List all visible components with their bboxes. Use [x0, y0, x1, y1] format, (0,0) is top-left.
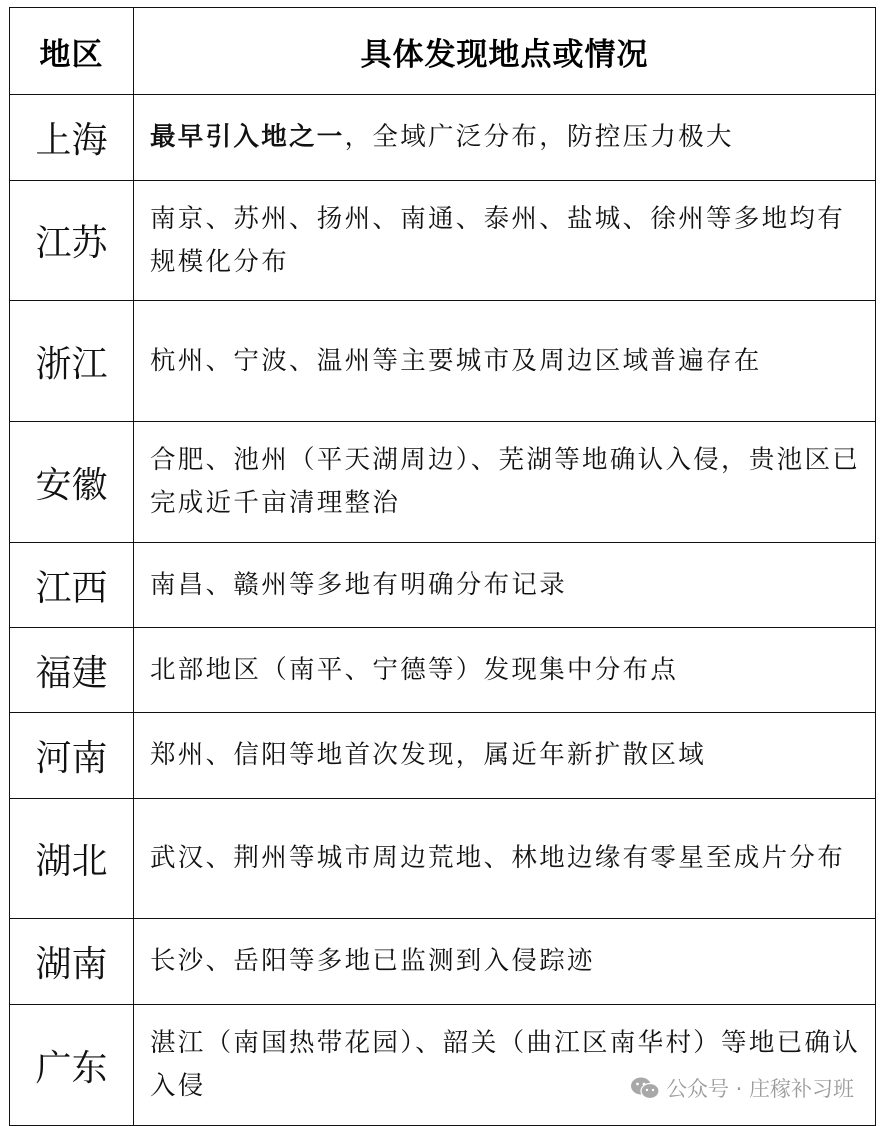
region-cell: 上海 [10, 95, 134, 181]
region-cell: 湖南 [10, 919, 134, 1005]
region-cell: 江西 [10, 543, 134, 628]
detail-cell: 武汉、荆州等城市周边荒地、林地边缘有零星至成片分布 [134, 799, 876, 919]
table-row [10, 1005, 876, 1126]
table-row [10, 919, 876, 1005]
table-row [10, 301, 876, 422]
region-cell: 安徽 [10, 422, 134, 543]
watermark-text: 公众号 · 庄稼补习班 [665, 1077, 854, 1101]
table-row [10, 95, 876, 181]
table-row [10, 422, 876, 543]
detail-bold-text: 最早引入地之一 [150, 122, 345, 152]
table-row [10, 799, 876, 919]
header-region: 地区 [10, 8, 134, 95]
detail-cell: 郑州、信阳等地首次发现，属近年新扩散区域 [134, 713, 876, 799]
watermark [630, 1073, 854, 1103]
region-cell: 河南 [10, 713, 134, 799]
detail-cell: 南昌、赣州等多地有明确分布记录 [134, 543, 876, 628]
region-cell: 江苏 [10, 181, 134, 301]
region-cell: 广东 [10, 1005, 134, 1126]
detail-cell: 湛江（南国热带花园）、韶关（曲江区南华村）等地已确认入侵 [134, 1005, 876, 1126]
header-detail: 具体发现地点或情况 [134, 8, 876, 95]
wechat-icon [630, 1076, 660, 1100]
table-header-row [10, 8, 876, 95]
table-row [10, 713, 876, 799]
region-cell: 湖北 [10, 799, 134, 919]
detail-cell: 合肥、池州（平天湖周边）、芜湖等地确认入侵，贵池区已完成近千亩清理整治 [134, 422, 876, 543]
detail-cell [134, 95, 876, 181]
table-row [10, 543, 876, 628]
region-table [9, 7, 876, 1126]
detail-cell: 长沙、岳阳等多地已监测到入侵踪迹 [134, 919, 876, 1005]
table-row [10, 181, 876, 301]
detail-cell: 南京、苏州、扬州、南通、泰州、盐城、徐州等多地均有规模化分布 [134, 181, 876, 301]
table-row [10, 628, 876, 713]
detail-cell: 北部地区（南平、宁德等）发现集中分布点 [134, 628, 876, 713]
detail-text: ，全域广泛分布，防控压力极大 [344, 122, 734, 152]
region-cell: 浙江 [10, 301, 134, 422]
detail-cell: 杭州、宁波、温州等主要城市及周边区域普遍存在 [134, 301, 876, 422]
region-cell: 福建 [10, 628, 134, 713]
